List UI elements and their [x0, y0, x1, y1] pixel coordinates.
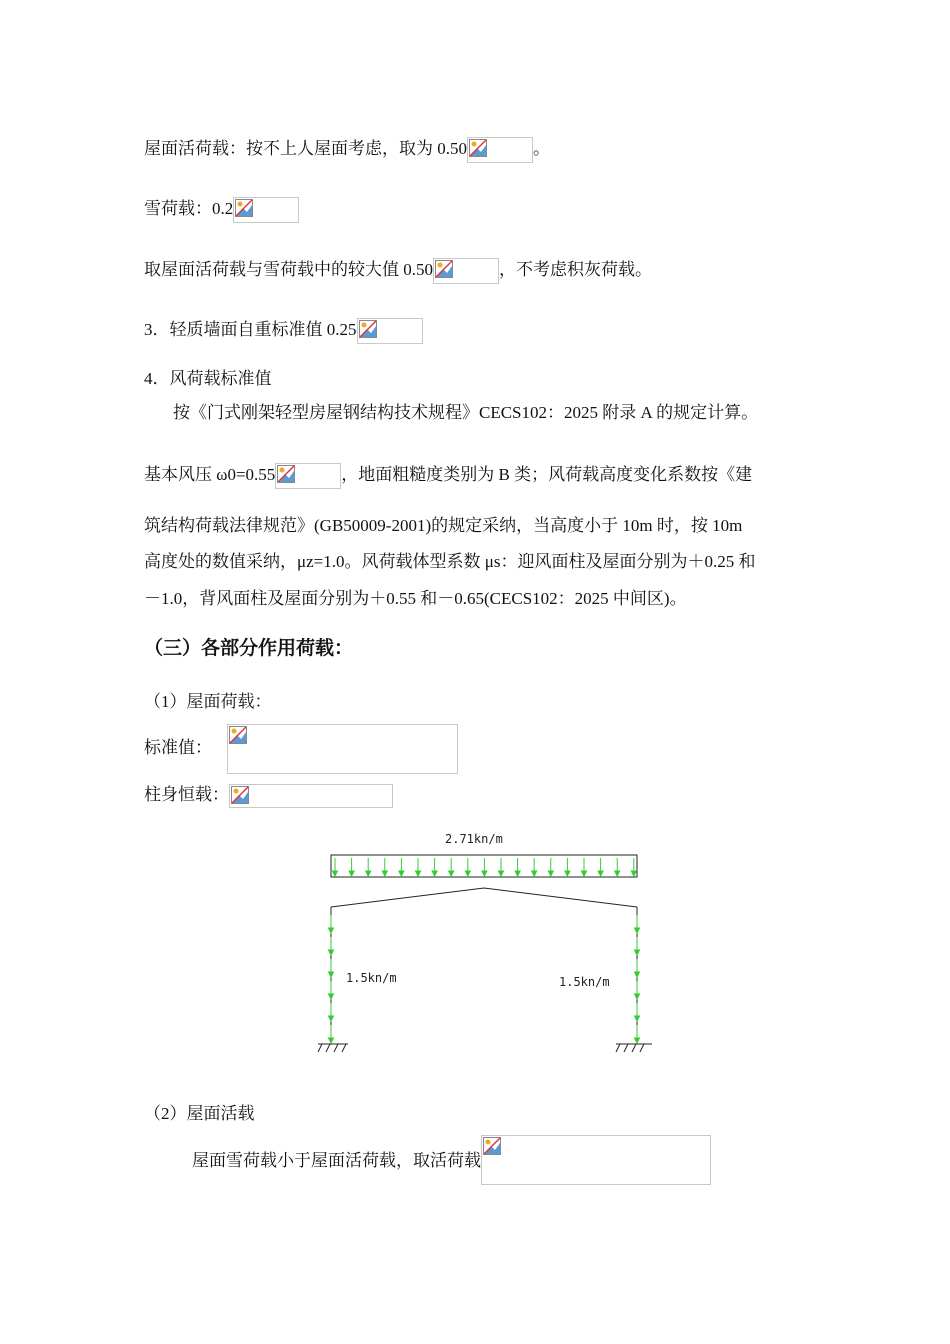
roof-live-load-choice-text: 屋面雪荷载小于屋面活荷载，取活荷载	[192, 1151, 481, 1170]
roof-load-arrow-head	[532, 871, 537, 876]
roof-load-subtitle-text: （1）屋面荷载：	[144, 692, 272, 711]
roof-live-load-choice-line	[192, 1135, 711, 1185]
roof-load-arrow-head	[399, 871, 404, 876]
basic-wind-pressure-line	[144, 463, 752, 489]
roof-load-arrow-head	[548, 871, 553, 876]
roof-load-subtitle	[144, 690, 272, 714]
wind-load-title-text: 4．风荷载标准值	[144, 369, 272, 388]
wind-paragraph-line-4	[144, 587, 687, 611]
right-column-load-arrow-head	[635, 950, 640, 955]
basic-wind-pressure-tail: ，地面粗糙度类别为 B 类；风荷载高度变化系数按《建	[341, 465, 753, 484]
right-column-load-label: 1.5kn/m	[559, 975, 610, 989]
section-heading	[144, 636, 353, 660]
formula-image	[481, 1135, 711, 1185]
roof-load-arrows	[333, 858, 637, 876]
broken-image-icon	[277, 465, 295, 483]
wind-calc-basis-text: 按《门式刚架轻型房屋钢结构技术规程》CECS102：2025 附录 A 的规定计算。	[173, 403, 759, 422]
max-load-text: 取屋面活荷载与雪荷载中的较大值 0.50	[144, 260, 433, 279]
roof-load-arrow-head	[598, 871, 603, 876]
basic-wind-pressure-text: 基本风压 ω0=0.55	[144, 465, 276, 484]
roof-load-arrow-head	[366, 871, 371, 876]
roof-live-load-text: 屋面活荷载：按不上人屋面考虑，取为 0.50	[144, 139, 467, 158]
left-fixed-support	[318, 1044, 348, 1052]
right-column-load-arrow-head	[635, 1016, 640, 1021]
left-column-load-arrow-head	[329, 1038, 334, 1043]
wind-paragraph-text-4: －1.0，背风面柱及屋面分别为＋0.55 和－0.65(CECS102：2025 中间区)。	[144, 589, 687, 608]
roof-live-load-subtitle	[144, 1102, 255, 1126]
roof-load-arrow-head	[631, 871, 636, 876]
roof-load-arrow-head	[416, 871, 421, 876]
broken-image-icon	[483, 1137, 501, 1155]
left-column-load-arrow-head	[329, 972, 334, 977]
broken-image-icon	[435, 260, 453, 278]
right-column-load-arrow-head	[635, 994, 640, 999]
wind-paragraph-line-2	[144, 514, 742, 538]
standard-value-line	[144, 724, 458, 774]
roof-load-arrow-head	[515, 871, 520, 876]
left-column-load-arrow-head	[329, 1016, 334, 1021]
roof-live-load-tail: 。	[533, 139, 550, 158]
roof-load-arrow-head	[582, 871, 587, 876]
roof-load-arrow-head	[482, 871, 487, 876]
broken-image-icon	[231, 786, 249, 804]
roof-load-arrow-head	[565, 871, 570, 876]
formula-image	[357, 318, 423, 344]
left-column-load-arrow-head	[329, 994, 334, 999]
broken-image-icon	[469, 139, 487, 157]
snow-load-line	[144, 197, 299, 223]
roof-load-arrow-head	[615, 871, 620, 876]
broken-image-icon	[235, 199, 253, 217]
roof-load-arrow-head	[349, 871, 354, 876]
right-column-load-arrow-head	[635, 1038, 640, 1043]
frame-rafter	[331, 888, 637, 907]
wind-calc-basis	[173, 401, 758, 425]
right-fixed-support	[616, 1044, 652, 1052]
wall-weight-text: 3．轻质墙面自重标准值 0.25	[144, 320, 357, 339]
formula-image	[227, 724, 458, 774]
roof-load-arrow-head	[499, 871, 504, 876]
column-dead-load-line	[144, 783, 393, 808]
snow-load-text: 雪荷载：0.2	[144, 199, 234, 218]
roof-live-load-line	[144, 137, 550, 163]
wind-paragraph-line-3	[144, 550, 755, 574]
formula-image	[433, 258, 499, 284]
max-load-tail: ，不考虑积灰荷载。	[499, 260, 652, 279]
left-column-load-label: 1.5kn/m	[346, 971, 397, 985]
roof-load-arrow-head	[449, 871, 454, 876]
roof-load-label: 2.71kn/m	[445, 832, 503, 846]
formula-image	[229, 784, 393, 808]
section-heading-text: （三）各部分作用荷载：	[144, 637, 354, 659]
broken-image-icon	[229, 726, 247, 744]
roof-load-arrow-head	[333, 871, 338, 876]
left-column-load-arrow-head	[329, 950, 334, 955]
formula-image	[233, 197, 299, 223]
wind-paragraph-text-3: 高度处的数值采纳，μz=1.0。风荷载体型系数 μs：迎风面柱及屋面分别为＋0.25 和	[144, 552, 756, 571]
wall-weight-line	[144, 318, 423, 344]
column-dead-load-label: 柱身恒载：	[144, 785, 229, 804]
max-load-line	[144, 258, 652, 284]
right-column-load-arrow-head	[635, 928, 640, 933]
wind-load-title	[144, 367, 272, 391]
right-column-load-arrow-head	[635, 972, 640, 977]
formula-image	[467, 137, 533, 163]
roof-live-load-subtitle-text: （2）屋面活载	[144, 1104, 255, 1123]
roof-load-arrow-head	[432, 871, 437, 876]
roof-load-arrow-head	[465, 871, 470, 876]
wind-paragraph-text-2: 筑结构荷载法律规范》(GB50009-2001)的规定采纳，当高度小于 10m 时，按 10m	[144, 516, 743, 535]
portal-frame-load-diagram	[300, 820, 670, 1070]
standard-value-label: 标准值：	[144, 738, 212, 757]
broken-image-icon	[359, 320, 377, 338]
roof-load-arrow-head	[382, 871, 387, 876]
formula-image	[275, 463, 341, 489]
left-column-load-arrow-head	[329, 928, 334, 933]
